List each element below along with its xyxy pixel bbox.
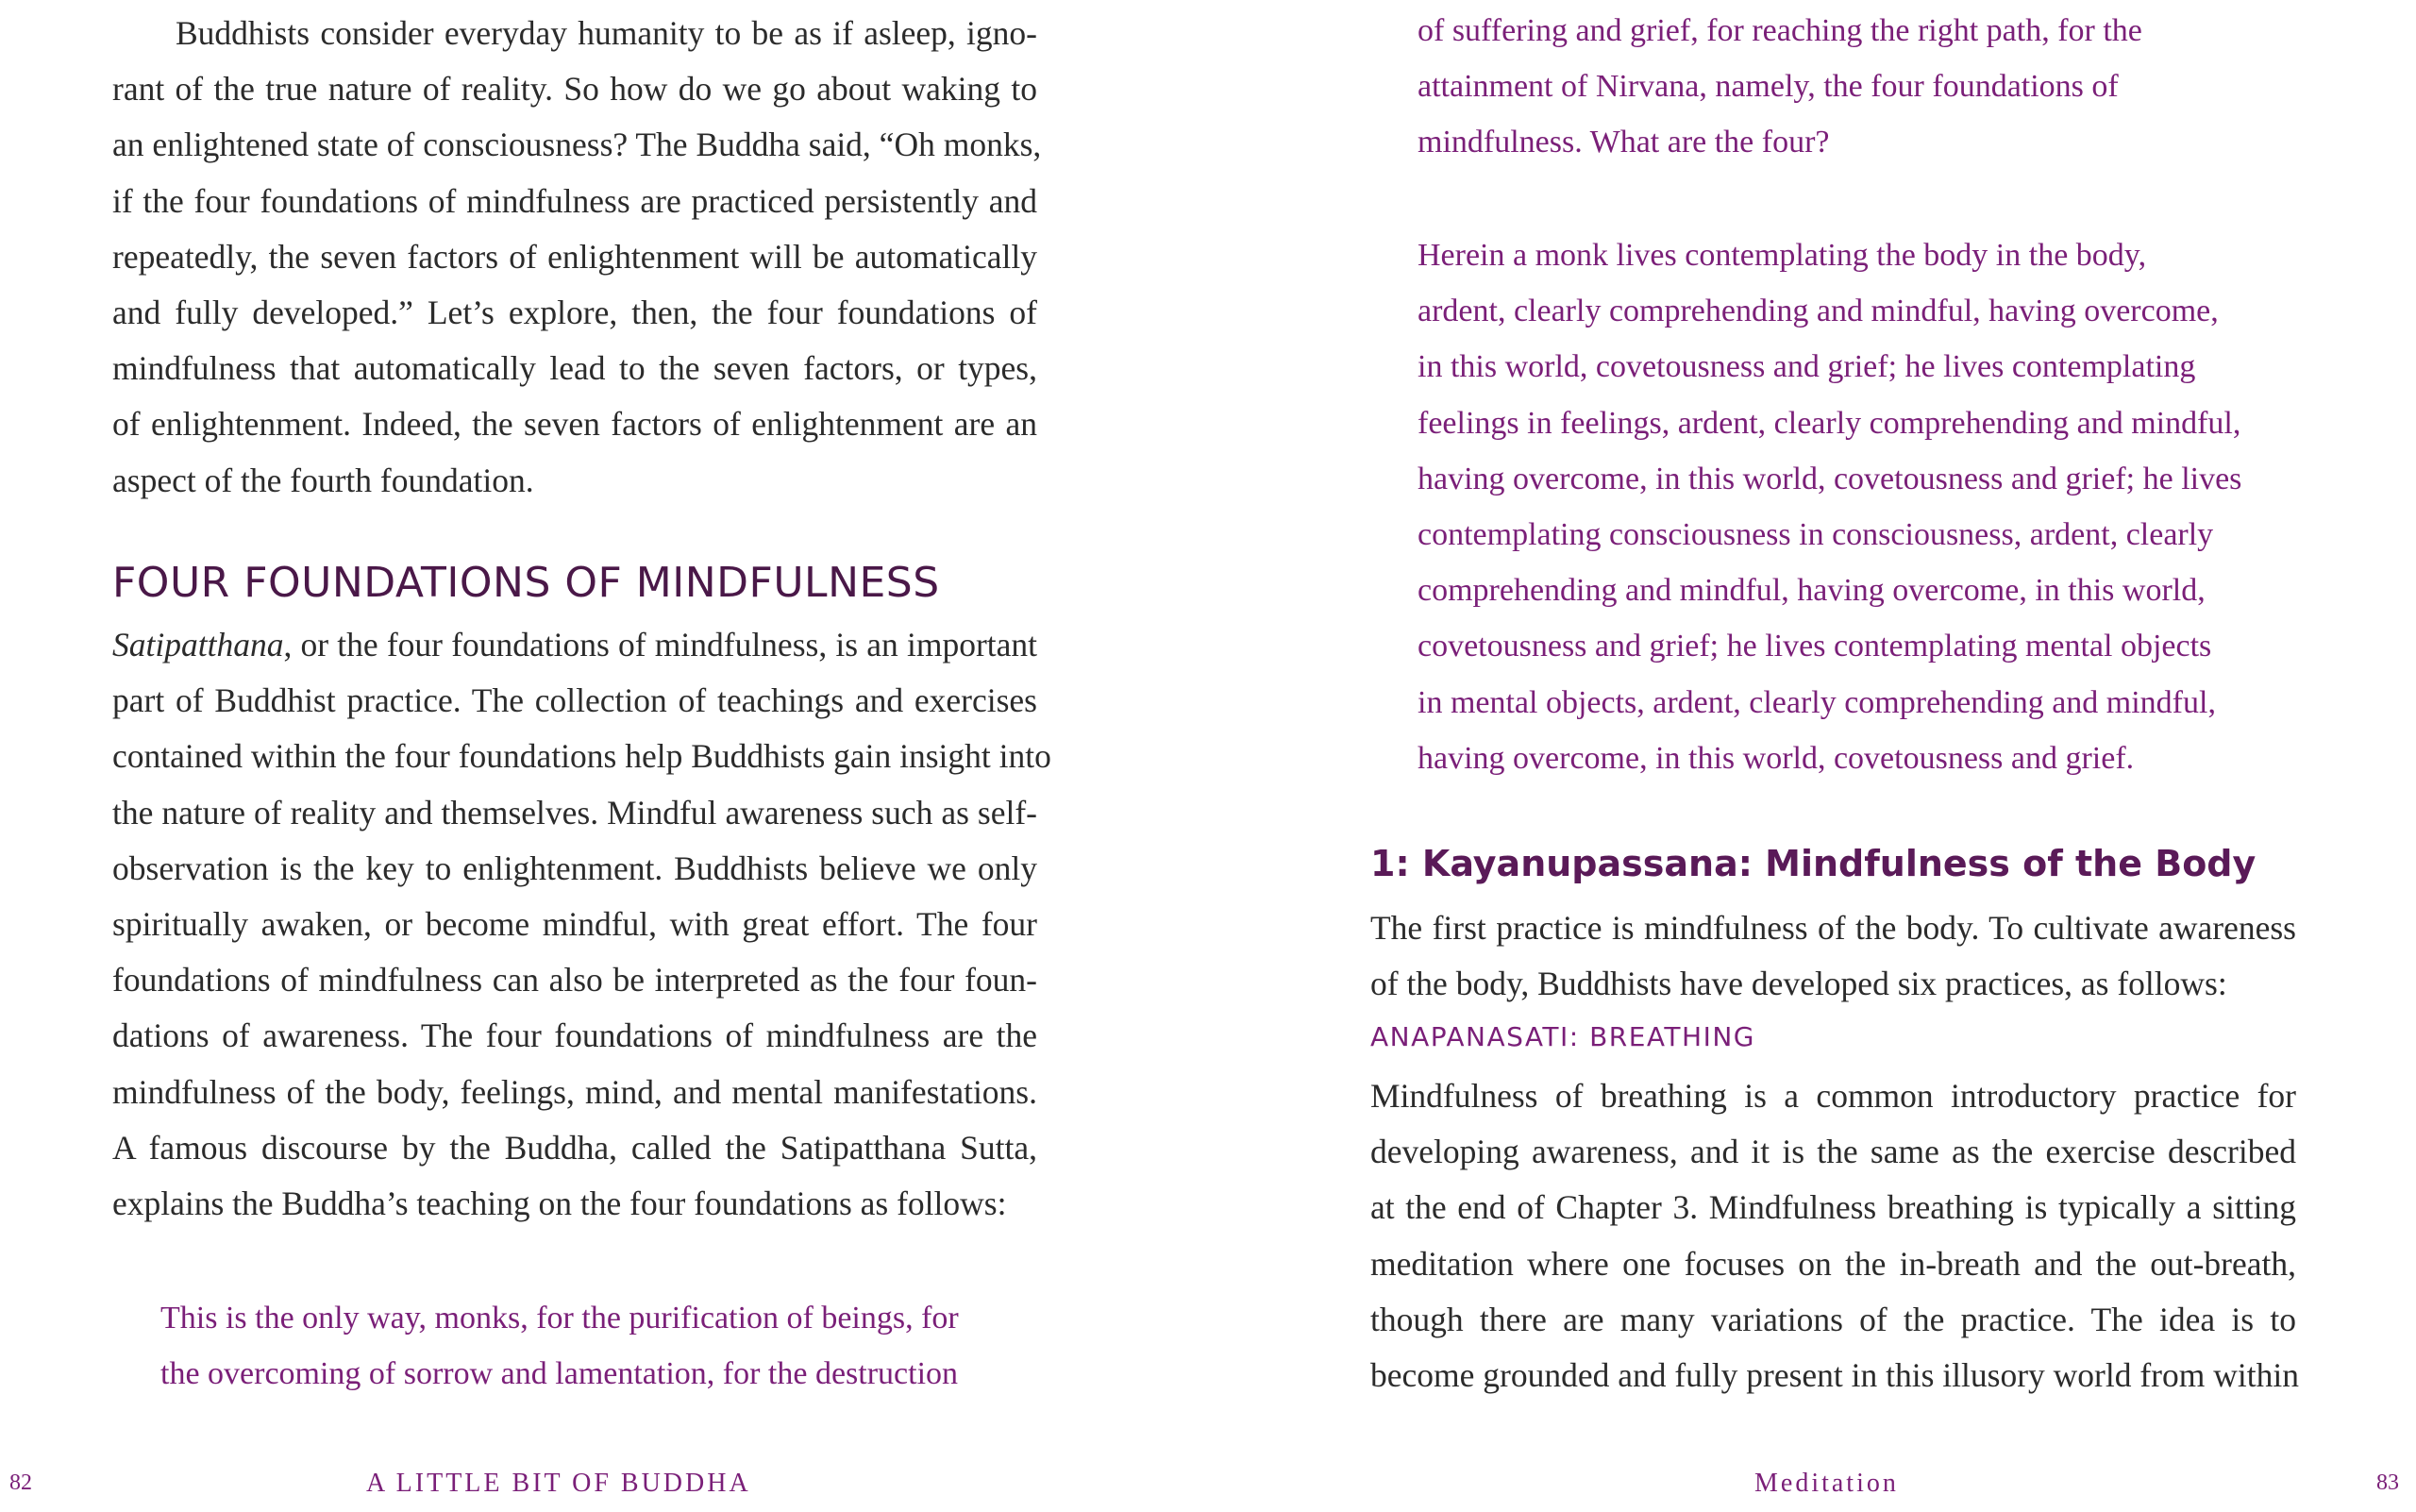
quote-line: ardent, clearly comprehending and mindful, having overcome, (1418, 294, 2219, 329)
subsection-paragraph (1370, 900, 2296, 1012)
text-line: dations of awareness. The four foundations of mindfulness are the (112, 1016, 1037, 1055)
text-line: observation is the key to enlightenment. Buddhists believe we only (112, 848, 1037, 887)
block-quote-second (1418, 227, 2241, 786)
text-line: Mindfulness of breathing is a common introductory practice for (1370, 1077, 2296, 1115)
text-line: and fully developed.” Let’s explore, then, the four foundations of (112, 294, 1037, 332)
right-page (1208, 0, 2416, 1512)
text-line: of enlightenment. Indeed, the seven factors of enlightenment are an (112, 405, 1037, 444)
quote-line: feelings in feelings, ardent, clearly comprehending and mindful, (1418, 405, 2241, 441)
quote-line: attainment of Nirvana, namely, the four foundations of (1418, 69, 2119, 105)
quote-line: comprehending and mindful, having overcome, in this world, (1418, 573, 2206, 609)
section-paragraph (112, 617, 1051, 1232)
text-line: explains the Buddha’s teaching on the four foundations as follows: (112, 1184, 1007, 1223)
quote-line: contemplating consciousness in consciousness, ardent, clearly (1418, 517, 2214, 553)
intro-paragraph (112, 6, 1042, 509)
text-line: the nature of reality and themselves. Mindful awareness such as self- (112, 793, 1037, 832)
quote-line: of suffering and grief, for reaching the right path, for the (1418, 13, 2142, 48)
text-line: though there are many variations of the practice. The idea is to (1370, 1300, 2296, 1338)
quote-line: having overcome, in this world, covetousness and grief. (1418, 740, 2135, 776)
text-line: of the body, Buddhists have developed six practices, as follows: (1370, 965, 2227, 1003)
text-line: The first practice is mindfulness of the body. To cultivate awareness (1370, 909, 2296, 947)
running-head-chapter: Meditation (1754, 1469, 1899, 1498)
text-fragment: , or the four foundations of mindfulness, is an important (283, 626, 1037, 664)
quote-line: covetousness and grief; he lives contemplating mental objects (1418, 629, 2212, 664)
text-line: an enlightened state of consciousness? The Buddha said, “Oh monks, (112, 126, 1042, 164)
text-line: developing awareness, and it is the same as the exercise described (1370, 1133, 2296, 1171)
quote-line: mindfulness. What are the four? (1418, 125, 1830, 160)
text-line: Buddhists consider everyday humanity to be as if asleep, igno- (176, 14, 1037, 52)
text-line: contained within the four foundations help Buddhists gain insight into (112, 737, 1051, 776)
text-line: mindfulness of the body, feelings, mind, and mental manifestations. (112, 1072, 1037, 1111)
page-number: 82 (9, 1470, 32, 1495)
text-line: meditation where one focuses on the in-breath and the out-breath, (1370, 1244, 2296, 1283)
term-satipatthana: Satipatthana (112, 626, 284, 664)
quote-line: in mental objects, ardent, clearly comprehending and mindful, (1418, 684, 2216, 720)
quote-line: the overcoming of sorrow and lamentation, for the destruction (160, 1356, 959, 1392)
quote-line: having overcome, in this world, covetousness and grief; he lives (1418, 461, 2242, 496)
text-line: repeatedly, the seven factors of enlightenment will be automatically (112, 237, 1037, 276)
practice-heading: ANAPANASATI: BREATHING (1370, 1021, 1755, 1052)
text-line: become grounded and fully present in this illusory world from within (1370, 1356, 2299, 1395)
quote-line: Herein a monk lives contemplating the body in the body, (1418, 238, 2147, 273)
text-line: foundations of mindfulness can also be interpreted as the four foun- (112, 961, 1037, 1000)
text-line: A famous discourse by the Buddha, called the Satipatthana Sutta, (112, 1128, 1037, 1167)
running-head-title: A LITTLE BIT OF BUDDHA (366, 1469, 751, 1498)
text-line (112, 617, 1037, 673)
breathing-paragraph (1370, 1068, 2299, 1403)
text-line: rant of the true nature of reality. So how do we go about waking to (112, 70, 1037, 109)
quote-line: in this world, covetousness and grief; he lives contemplating (1418, 349, 2196, 385)
block-quote-continued (1418, 3, 2142, 171)
quote-line: This is the only way, monks, for the purification of beings, for (160, 1301, 959, 1336)
text-line: aspect of the fourth foundation. (112, 461, 534, 499)
text-line: at the end of Chapter 3. Mindfulness breathing is typically a sitting (1370, 1188, 2296, 1227)
text-line: mindfulness that automatically lead to the seven factors, or types, (112, 349, 1037, 388)
subsection-heading: 1: Kayanupassana: Mindfulness of the Body (1370, 843, 2257, 884)
text-line: if the four foundations of mindfulness are practiced persistently and (112, 181, 1037, 220)
text-line: part of Buddhist practice. The collection of teachings and exercises (112, 681, 1037, 720)
page-number: 83 (2376, 1470, 2399, 1495)
block-quote (160, 1290, 959, 1402)
section-heading: FOUR FOUNDATIONS OF MINDFULNESS (112, 559, 940, 607)
text-line: spiritually awaken, or become mindful, with great effort. The four (112, 905, 1037, 944)
